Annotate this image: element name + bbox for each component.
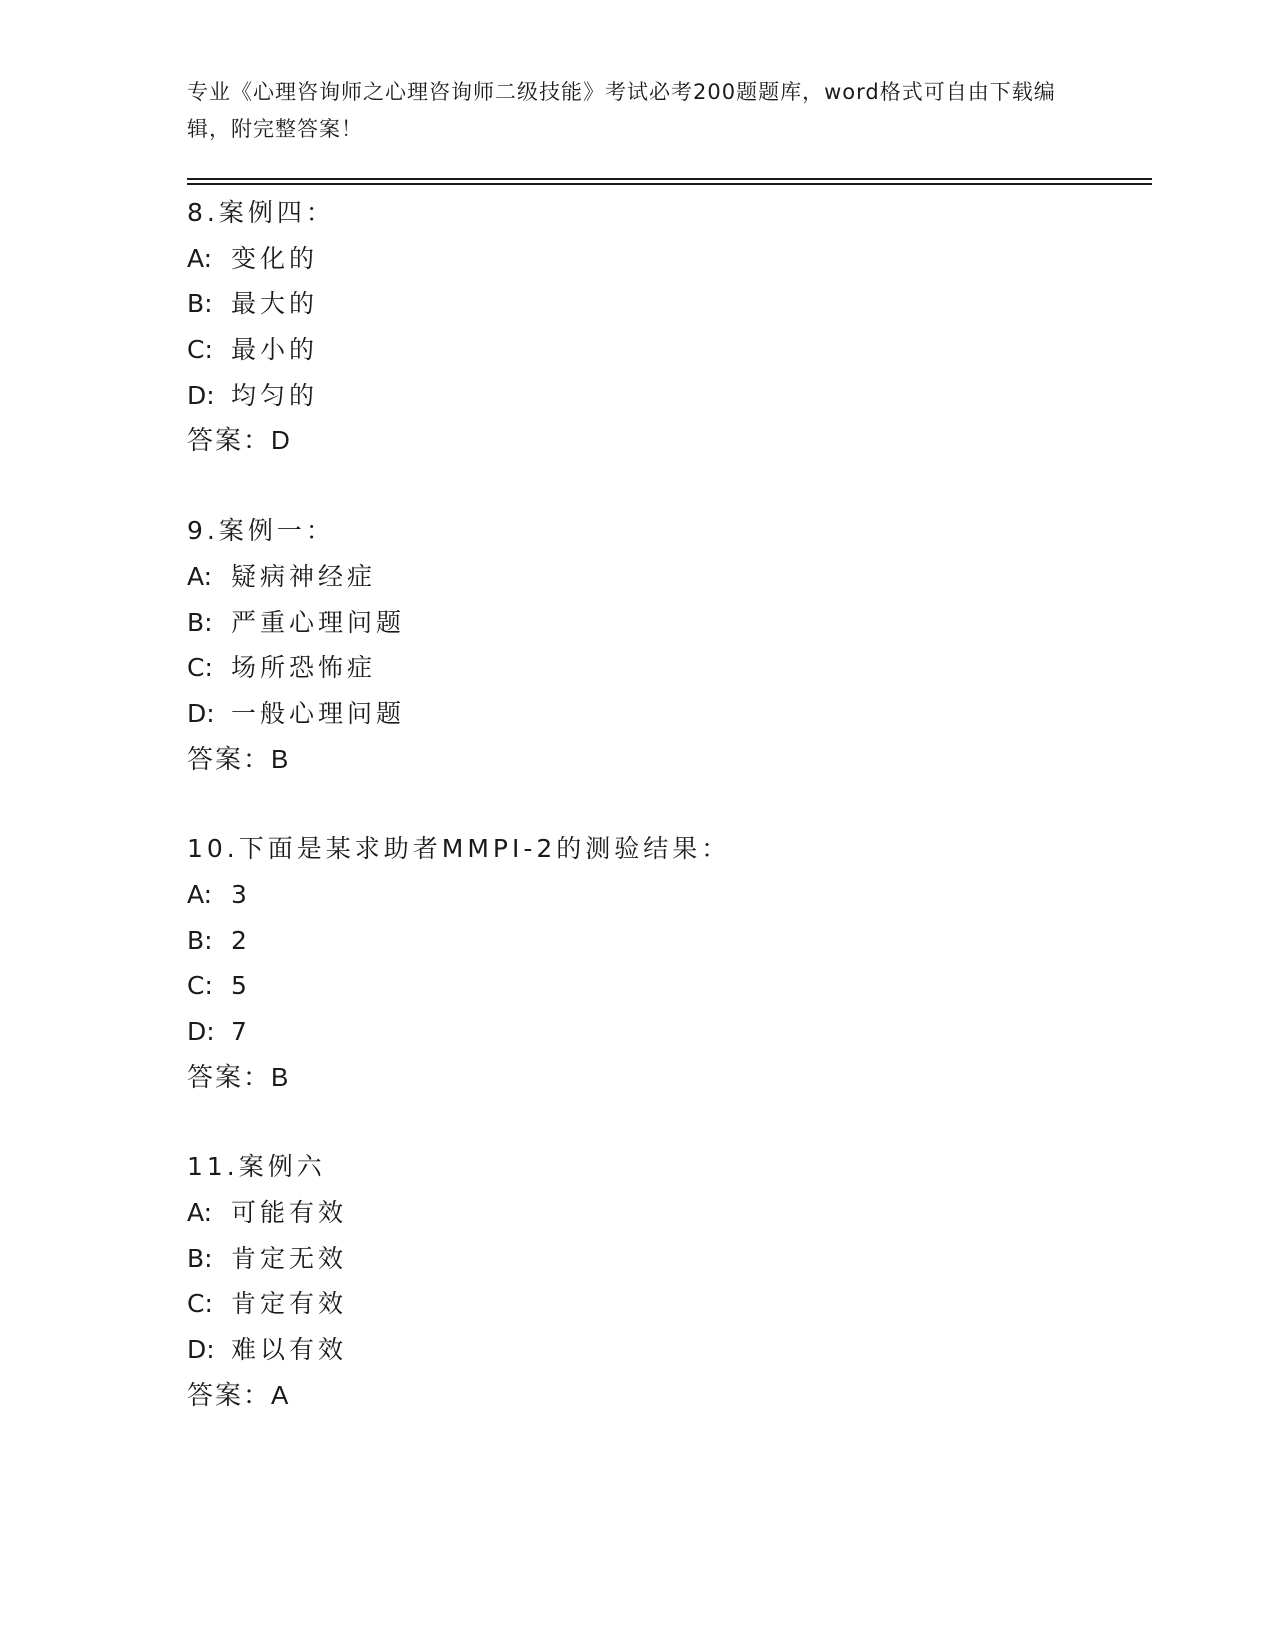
answer-line — [187, 1055, 1147, 1101]
question-10 — [187, 826, 1147, 1100]
option-letter: A: — [187, 561, 213, 591]
question-stem: 8.案例四： — [187, 198, 335, 227]
option-d — [187, 691, 1147, 737]
option-c — [187, 1281, 1147, 1327]
option-letter: B: — [187, 289, 213, 319]
answer-value: B — [271, 1061, 289, 1092]
option-letter: C: — [187, 971, 213, 1001]
option-text: 可能有效 — [231, 1198, 348, 1228]
option-d — [187, 1009, 1147, 1055]
option-b — [187, 600, 1147, 646]
answer-label: 答案： — [187, 1379, 272, 1410]
option-text: 3 — [231, 879, 251, 909]
option-d — [187, 1327, 1147, 1373]
option-letter: A: — [187, 1198, 213, 1228]
option-letter: B: — [187, 925, 213, 955]
option-c — [187, 327, 1147, 373]
option-d — [187, 373, 1147, 419]
option-text: 5 — [231, 971, 251, 1001]
option-a — [187, 554, 1147, 600]
option-text: 最小的 — [231, 335, 319, 365]
question-stem: 11.案例六 — [187, 1152, 326, 1182]
option-letter: D: — [187, 1335, 215, 1365]
question-stem: 9.案例一： — [187, 516, 335, 546]
option-text: 2 — [231, 925, 251, 955]
option-letter: A: — [187, 243, 213, 273]
option-b — [187, 281, 1147, 327]
option-letter: C: — [187, 653, 213, 683]
option-text: 难以有效 — [231, 1335, 348, 1365]
answer-line — [187, 737, 1147, 783]
option-letter: B: — [187, 607, 213, 637]
option-a — [187, 1190, 1147, 1236]
option-text: 肯定有效 — [231, 1289, 348, 1319]
option-c — [187, 645, 1147, 691]
option-text: 严重心理问题 — [231, 607, 406, 637]
question-8 — [187, 190, 1147, 464]
header-divider-bottom — [187, 183, 1152, 185]
header-divider-top — [187, 178, 1152, 180]
answer-value: B — [271, 743, 289, 774]
answer-line — [187, 1373, 1147, 1419]
answer-value: A — [271, 1379, 289, 1410]
option-text: 最大的 — [231, 289, 319, 319]
option-letter: C: — [187, 1289, 213, 1319]
option-letter: C: — [187, 335, 213, 365]
answer-value: D — [271, 425, 290, 456]
option-text: 7 — [231, 1017, 251, 1046]
option-c — [187, 963, 1147, 1009]
question-9 — [187, 508, 1147, 782]
option-b — [187, 1236, 1147, 1282]
answer-label: 答案： — [187, 425, 272, 456]
option-text: 肯定无效 — [231, 1243, 348, 1273]
option-text: 疑病神经症 — [231, 561, 377, 591]
option-letter: D: — [187, 1017, 215, 1046]
answer-line — [187, 418, 1147, 464]
answer-label: 答案： — [187, 743, 272, 774]
option-text: 均匀的 — [231, 380, 319, 410]
option-letter: B: — [187, 1243, 213, 1273]
document-header: 专业《心理咨询师之心理咨询师二级技能》考试必考200题题库，word格式可自由下载编辑，附完整答案！ — [187, 80, 1056, 141]
option-letter: D: — [187, 380, 215, 410]
question-stem: 10.下面是某求助者MMPI-2的测验结果： — [187, 834, 731, 864]
question-11 — [187, 1144, 1147, 1418]
answer-label: 答案： — [187, 1061, 272, 1092]
question-list — [187, 190, 1147, 1419]
option-text: 变化的 — [231, 243, 319, 273]
option-letter: A: — [187, 879, 213, 909]
option-text: 一般心理问题 — [231, 698, 406, 728]
option-text: 场所恐怖症 — [231, 653, 377, 683]
option-letter: D: — [187, 698, 215, 728]
option-a — [187, 236, 1147, 282]
option-a — [187, 872, 1147, 918]
option-b — [187, 918, 1147, 964]
